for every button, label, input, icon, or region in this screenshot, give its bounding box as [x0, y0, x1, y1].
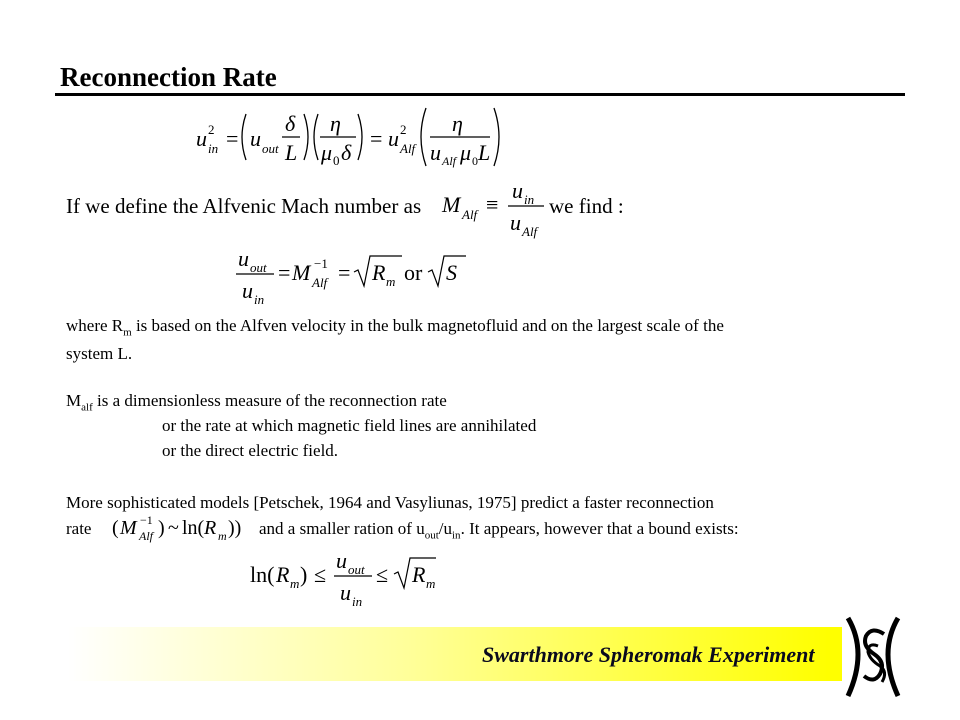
equation-inline-rate [112, 512, 258, 544]
svg-text:u: u [512, 178, 523, 203]
svg-text:L: L [478, 140, 491, 165]
svg-text:Alf: Alf [442, 154, 456, 168]
svg-text:Alf: Alf [400, 141, 416, 156]
svg-text:Alf: Alf [312, 275, 328, 290]
sophisticated-line: More sophisticated models [Petschek, 1964 and Vasyliunas, 1975] predict a faster reconnection [66, 493, 714, 512]
svg-text:in: in [254, 292, 265, 307]
equation-mach-result [234, 246, 474, 307]
svg-text:=: = [226, 126, 239, 151]
define-text: If we define the Alfvenic Mach number as [66, 194, 422, 218]
svg-text:out: out [250, 260, 267, 275]
svg-text:−1: −1 [314, 256, 328, 271]
svg-text:−1: −1 [140, 513, 153, 527]
svg-text:u: u [238, 246, 249, 271]
svg-text:R: R [412, 562, 426, 587]
svg-text:L: L [285, 140, 298, 165]
equation-bound [248, 548, 438, 609]
svg-text:)): )) [228, 517, 242, 539]
define-tail-text: we find : [549, 194, 624, 218]
eq1-lhs: u [196, 126, 207, 151]
sse-logo-icon [838, 612, 918, 702]
svg-text:δ: δ [341, 140, 352, 165]
svg-text:u: u [336, 548, 347, 573]
svg-text:): ) [300, 562, 308, 587]
svg-text:ln(: ln( [182, 517, 205, 539]
svg-text:in: in [352, 594, 363, 609]
svg-text:~: ~ [168, 517, 179, 539]
malf-paragraph: $M_{alf}$ is a dimensionless measure of the reconnection rate [66, 391, 447, 414]
svg-text:=: = [370, 126, 383, 151]
svg-text:≡: ≡ [486, 192, 499, 217]
equation-reconnection [190, 104, 510, 170]
svg-text:out: out [348, 562, 365, 577]
svg-text:=: = [278, 260, 291, 285]
svg-text:≤: ≤ [314, 562, 327, 587]
svg-text:S: S [446, 260, 457, 285]
svg-text:R: R [204, 517, 217, 539]
svg-text:R: R [276, 562, 290, 587]
svg-text:u: u [242, 278, 253, 303]
svg-text:R: R [372, 260, 386, 285]
svg-text:out: out [262, 141, 279, 156]
svg-text:u: u [340, 580, 351, 605]
svg-text:δ: δ [285, 111, 296, 136]
svg-text:or: or [404, 260, 423, 285]
svg-text:≤: ≤ [376, 562, 389, 587]
footer-title: Swarthmore Spheromak Experiment [482, 642, 815, 667]
svg-text:m: m [290, 576, 300, 591]
svg-text:u: u [430, 140, 441, 165]
svg-text:μ: μ [321, 140, 333, 165]
svg-text:m: m [426, 576, 436, 591]
svg-text:0: 0 [333, 153, 340, 168]
title-divider [55, 93, 905, 96]
svg-text:m: m [386, 274, 396, 289]
svg-text:M: M [292, 260, 311, 285]
svg-text:0: 0 [472, 154, 478, 168]
svg-text:Alf: Alf [462, 207, 478, 222]
svg-text:M: M [120, 517, 137, 539]
svg-text:in: in [208, 141, 219, 156]
equation-mach-definition [440, 180, 550, 240]
svg-text:u: u [388, 126, 399, 151]
svg-text:=: = [338, 260, 351, 285]
malf-or-line2: or the direct electric field. [162, 441, 339, 460]
svg-text:u: u [510, 210, 521, 235]
rate-tail: and a smaller ration of $u_{out}/u_{in}$. It appears, however that a bound exists: [259, 519, 739, 542]
rate-word: rate [66, 519, 92, 538]
svg-text:M: M [442, 192, 461, 217]
malf-or-line1: or the rate at which magnetic field lines are annihilated [162, 416, 537, 435]
svg-text:in: in [524, 192, 535, 207]
svg-text:(: ( [112, 517, 119, 539]
svg-text:2: 2 [208, 122, 215, 137]
where-paragraph: where $R_m$ is based on the Alfven velocity in the bulk magnetofluid and on the largest scale of the system L. [66, 316, 724, 364]
svg-text:μ: μ [460, 140, 472, 165]
svg-text:ln(: ln( [250, 562, 275, 587]
svg-text:2: 2 [400, 122, 407, 137]
svg-text:m: m [218, 529, 227, 543]
page-title: Reconnection Rate [60, 62, 277, 92]
svg-text:η: η [452, 111, 463, 136]
svg-text:): ) [158, 517, 165, 539]
svg-text:Alf: Alf [522, 224, 538, 239]
svg-text:η: η [330, 111, 341, 136]
svg-text:u: u [250, 126, 261, 151]
svg-text:Alf: Alf [139, 529, 153, 543]
